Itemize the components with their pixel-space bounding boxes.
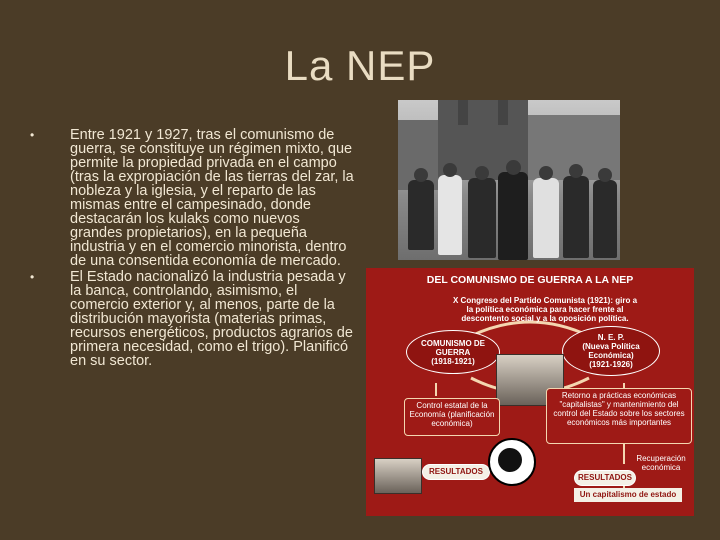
oval-right-line: (Nueva Política	[582, 342, 640, 351]
oval-right-line: (1921-1926)	[589, 360, 633, 369]
diagram-title: DEL COMUNISMO DE GUERRA A LA NEP	[426, 274, 634, 286]
oval-right-line: Económica)	[588, 351, 634, 360]
bullet-list	[30, 128, 355, 370]
state-control-box: Control estatal de la Economía (planificación económica)	[404, 398, 500, 436]
capitalist-practices-box: Retorno a prácticas económicas "capitalistas" y mantenimiento del control del Estado sobre los sectores económicos más importantes	[546, 388, 692, 444]
oval-left-line: COMUNISMO DE	[421, 338, 485, 348]
recovery-text: Recuperación económica	[636, 454, 686, 472]
bullet-item	[30, 128, 355, 268]
results-left: RESULTADOS	[422, 464, 490, 480]
bullet-text: El Estado nacionalizó la industria pesada y la banca, controlando, asimismo, el comercio exterior y, al menos, parte de la distribución mayorista (materias primas, recursos energéticos, productos agrarios de primera necesidad, como el trigo). Planificó en su sector.	[70, 269, 353, 369]
oval-left-line: GUERRA	[435, 347, 471, 357]
oval-left-line: (1918-1921)	[431, 356, 475, 366]
emblem-icon	[488, 438, 536, 486]
bullet-item	[30, 270, 355, 368]
state-capitalism-banner: Un capitalismo de estado	[574, 488, 682, 502]
bullet-marker: •	[30, 270, 35, 284]
oval-right-line: N. E. P.	[597, 333, 625, 342]
historic-photo	[398, 100, 620, 260]
nep-oval	[562, 326, 660, 376]
slide-title: La NEP	[284, 42, 436, 89]
results-right: RESULTADOS	[574, 470, 636, 486]
nep-diagram	[366, 268, 694, 516]
congress-text: X Congreso del Partido Comunista (1921): giro a la política económica para hacer frente al descontento social y a la oposición política.	[452, 296, 638, 323]
bullet-text: Entre 1921 y 1927, tras el comunismo de guerra, se constituye un régimen mixto, que permite la propiedad privada en el campo (tras la expropiación de las tierras del zar, la nobleza y la iglesia, y el reparto de las mismas entre el campesinado, donde destacarán los kulaks como nuevos grandes propietarios), en la pequeña industria y en el comercio minorista, dentro de una consentida economía de mercado.	[70, 127, 354, 269]
bullet-marker: •	[30, 128, 35, 142]
workers-photo	[374, 458, 422, 494]
war-communism-oval	[406, 330, 500, 374]
